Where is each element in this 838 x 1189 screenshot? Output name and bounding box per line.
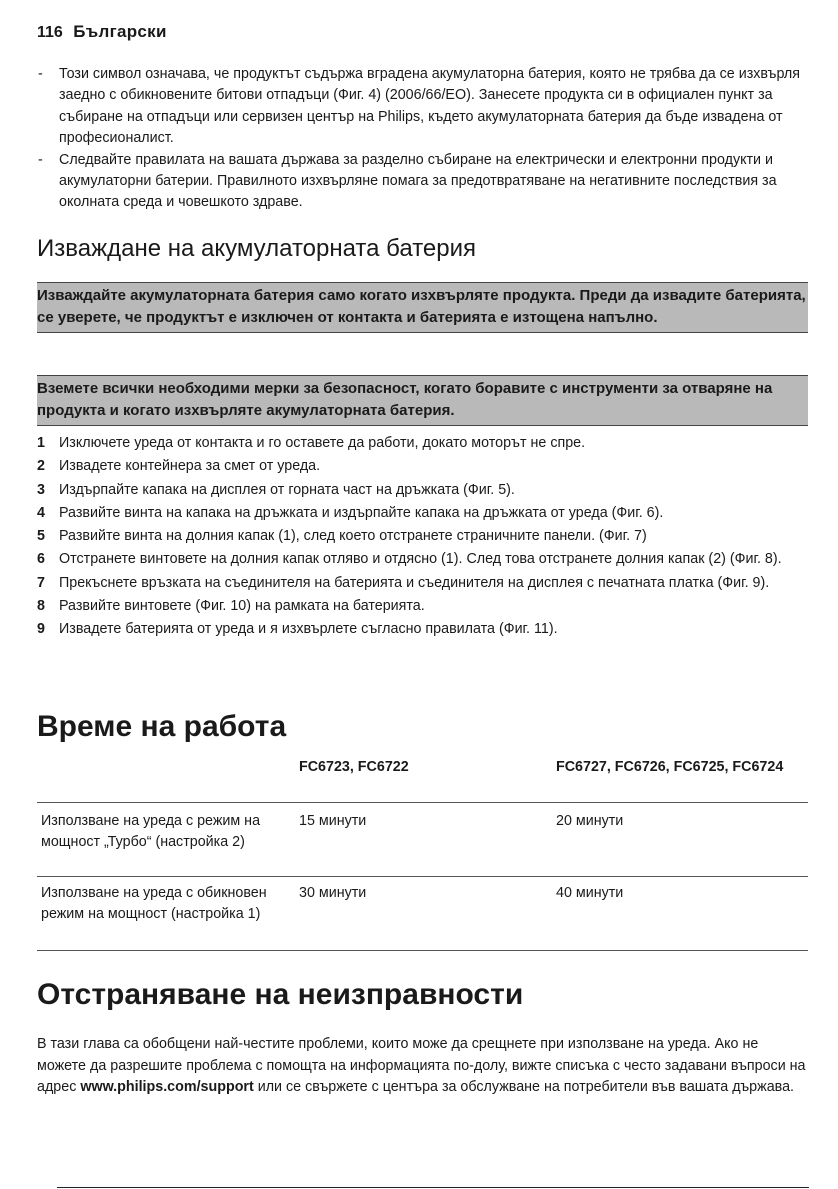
disposal-note: - Следвайте правилата на вашата държава за разделно събиране на електрически и електронни продукти и акумулаторни батерии. Правилното изхвърляне помага за предотвратяване на негативните последствия за околната среда и човешкото здраве. xyxy=(37,150,808,214)
disposal-note: - Този символ означава, че продуктът съдържа вградена акумулаторна батерия, която не трябва да се изхвърля заедно с обикновените битови отпадъци (Фиг. 4) (2006/66/ЕО). Занесете продукта си в официален пункт за събиране на отпадъци или сервизен център на Philips, където акумулаторната батерия да бъде извадена от професионалист. xyxy=(37,64,808,150)
troubleshooting-title: Отстраняване на неизправности xyxy=(37,978,524,1011)
table-cell: 20 минути xyxy=(556,813,624,829)
footer-divider xyxy=(57,1187,809,1188)
battery-warning-1: Изваждайте акумулаторната батерия само когато изхвърляте продукта. Преди да извадите батерията, се уверете, че продуктът е изключен от контакта и батерията е изтощена напълно. xyxy=(37,282,808,333)
battery-steps xyxy=(37,433,808,643)
table-cell: Използване на уреда с режим на мощност „Турбо“ (настройка 2) xyxy=(41,813,261,850)
battery-warning-2: Вземете всички необходими мерки за безопасност, когато боравите с инструменти за отваряне на продукта и когато изхвърляте акумулаторната батерия. xyxy=(37,375,808,426)
list-item: 7 Прекъснете връзката на съединителя на батерията и съединителя на дисплея с печатната платка (Фиг. 9). xyxy=(37,574,770,591)
table-cell: 40 минути xyxy=(556,885,624,901)
table-cell: 15 минути xyxy=(299,813,367,829)
table-header-cell: FC6727, FC6726, FC6725, FC6724 xyxy=(556,759,784,775)
support-link[interactable]: www.philips.com/support xyxy=(80,1079,254,1096)
battery-section-title: Изваждане на акумулаторната батерия xyxy=(37,235,477,262)
disposal-notes xyxy=(37,64,808,214)
list-item: 1 Изключете уреда от контакта и го оставете да работи, докато моторът не спре. xyxy=(37,435,586,451)
list-item: 3 Издърпайте капака на дисплея от горната част на дръжката (Фиг. 5). xyxy=(37,481,515,498)
list-item: 5 Развийте винта на долния капак (1), след което отстранете страничните панели. (Фиг. 7) xyxy=(37,528,647,545)
runtime-table xyxy=(37,757,808,951)
list-item: 2 Извадете контейнера за смет от уреда. xyxy=(37,458,321,475)
page-header xyxy=(37,22,167,42)
table-header-row xyxy=(37,757,808,803)
list-item: 8 Развийте винтовете (Фиг. 10) на рамката на батерията. xyxy=(37,597,425,614)
table-header-cell: FC6723, FC6722 xyxy=(299,759,409,775)
list-item: 6 Отстранете винтовете на долния капак отляво и отдясно (1). След това отстранете долния капак (2) (Фиг. 8). xyxy=(37,551,782,568)
troubleshooting-intro: В тази глава са обобщени най-честите проблеми, които може да срещнете при използване на уреда. Ако не можете да разрешите проблема с помощта на информацията по-долу, вижте списъка с често задавани въпроси на адрес www.philips.com/support или се свържете с центъра за обслужване на потребители във вашата държава. xyxy=(37,1036,806,1096)
table-row xyxy=(37,803,808,877)
list-item: 4 Развийте винта на капака на дръжката и издърпайте капака на дръжката от уреда (Фиг. 6). xyxy=(37,504,664,521)
table-cell: Използване на уреда с обикновен режим на мощност (настройка 1) xyxy=(41,885,267,922)
table-cell: 30 минути xyxy=(299,885,367,901)
page-number: 116 xyxy=(37,24,63,41)
list-item: 9 Извадете батерията от уреда и я изхвърлете съгласно правилата (Фиг. 11). xyxy=(37,621,558,638)
table-row xyxy=(37,877,808,951)
runtime-section-title: Време на работа xyxy=(37,710,287,743)
language-label: Български xyxy=(73,22,167,41)
